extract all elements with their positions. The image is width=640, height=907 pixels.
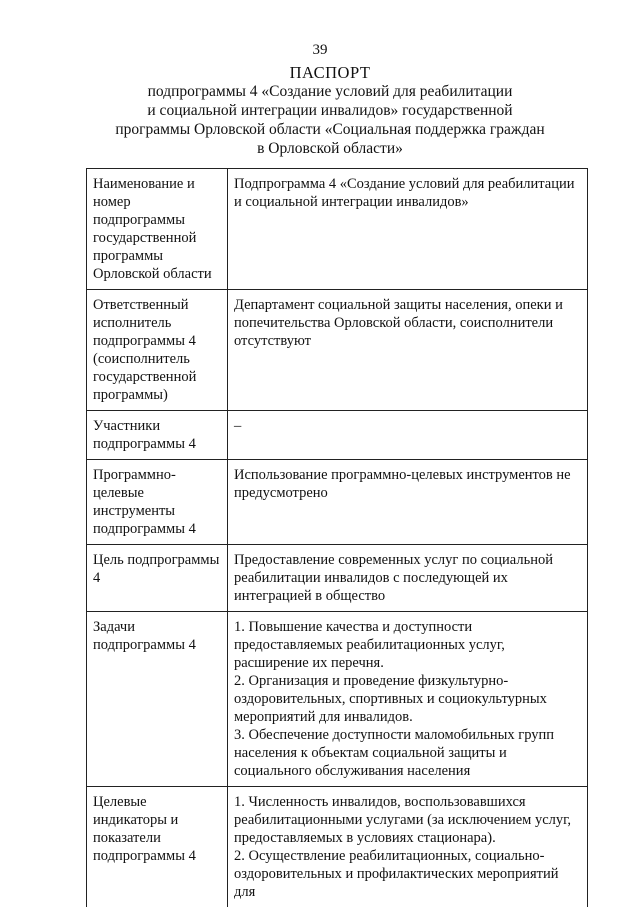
row-value-text: Департамент социальной защиты населения, опеки и попечительства Орловской области, соисполнители отсутствуют <box>234 296 581 350</box>
task-item: 1. Повышение качества и доступности предоставляемых реабилитационных услуг, расширение их перечня. <box>234 618 581 672</box>
document-title: ПАСПОРТ <box>60 63 600 82</box>
heading-line: в Орловской области» <box>60 139 600 158</box>
row-label-indicators: Целевые индикаторы и показатели подпрограммы 4 <box>87 787 228 907</box>
indicator-item: 1. Численность инвалидов, воспользовавшихся реабилитационными услугами (за исключением услуг, предоставляемых в условиях стационара). <box>234 793 581 847</box>
row-value-goal <box>228 545 588 612</box>
row-value-text: Предоставление современных услуг по социальной реабилитации инвалидов с последующей их интеграцией в общество <box>234 551 581 605</box>
table-row <box>87 787 588 907</box>
heading-line: программы Орловской области «Социальная поддержка граждан <box>60 120 600 139</box>
row-value-name <box>228 169 588 290</box>
row-value-instruments <box>228 460 588 545</box>
table-row <box>87 290 588 411</box>
row-value-indicators <box>228 787 588 907</box>
row-label-goal: Цель подпрограммы 4 <box>87 545 228 612</box>
task-item: 3. Обеспечение доступности маломобильных групп населения к объектам социальной защиты и социального обслуживания населения <box>234 726 581 780</box>
row-label-executor: Ответственный исполнитель подпрограммы 4 (соисполнитель государственной программы) <box>87 290 228 411</box>
row-label-tasks: Задачи подпрограммы 4 <box>87 612 228 787</box>
row-value-text: Подпрограмма 4 «Создание условий для реабилитации и социальной интеграции инвалидов» <box>234 175 581 211</box>
table-row <box>87 411 588 460</box>
row-value-tasks <box>228 612 588 787</box>
passport-table <box>86 168 588 907</box>
row-value-participants <box>228 411 588 460</box>
table-row <box>87 169 588 290</box>
row-label-participants: Участники подпрограммы 4 <box>87 411 228 460</box>
table-row <box>87 545 588 612</box>
row-value-text: – <box>234 417 581 435</box>
heading-line: и социальной интеграции инвалидов» государственной <box>60 101 600 120</box>
row-label-instruments: Программно-целевые инструменты подпрограммы 4 <box>87 460 228 545</box>
indicator-item: 2. Осуществление реабилитационных, социально-оздоровительных и профилактических мероприятий для <box>234 847 581 901</box>
row-label-name: Наименование и номер подпрограммы государственной программы Орловской области <box>87 169 228 290</box>
heading-line: подпрограммы 4 «Создание условий для реабилитации <box>60 82 600 101</box>
row-value-executor <box>228 290 588 411</box>
page-number: 39 <box>0 42 640 59</box>
row-value-text: Использование программно-целевых инструментов не предусмотрено <box>234 466 581 502</box>
table-row <box>87 612 588 787</box>
task-item: 2. Организация и проведение физкультурно-оздоровительных, спортивных и социокультурных мероприятий для инвалидов. <box>234 672 581 726</box>
document-heading <box>60 63 600 158</box>
table-row <box>87 460 588 545</box>
